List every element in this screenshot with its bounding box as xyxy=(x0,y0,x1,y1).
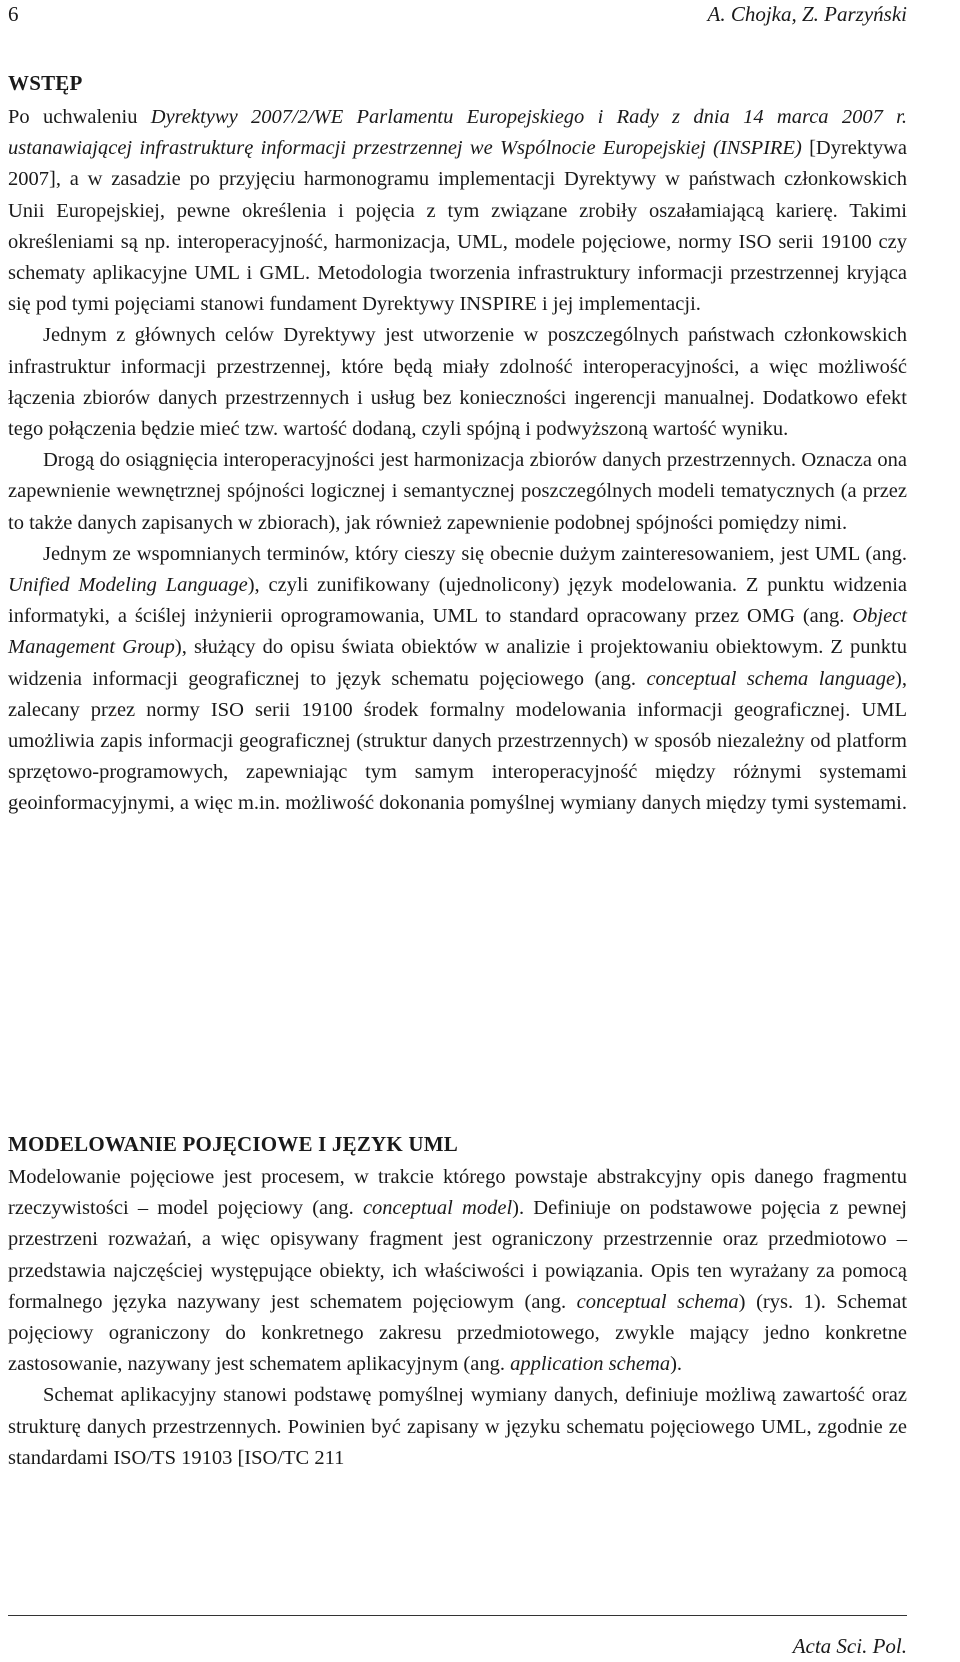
footer-rule xyxy=(8,1615,907,1616)
body-paragraph xyxy=(8,102,907,320)
body-paragraph xyxy=(8,445,907,539)
italic-term: conceptual model xyxy=(362,1197,513,1220)
journal-footer: Acta Sci. Pol. xyxy=(792,1634,907,1658)
text-run: ). xyxy=(670,1353,683,1376)
italic-term: conceptual schema xyxy=(576,1290,739,1313)
section-body-intro xyxy=(8,102,907,820)
text-run: Jednym z głównych celów Dyrektywy jest utworzenie w poszczególnych państwach członkowskich infrastruktur informacji przestrzennej, które będą miały zdolność interoperacyjności, a więc możliwość łączenia zbiorów danych przestrzennych i usług bez konieczności ingerencji manualnej. Dodatkowo efekt tego połączenia będzie mieć tzw. wartość dodaną, czyli spójną i podwyższoną wartość wyniku. xyxy=(8,324,907,441)
text-run: ), czyli zunifikowany (ujednolicony) język modelowania. Z punktu widzenia informatyki, a ściślej inżynierii oprogramowania, UML to standard opracowany przez OMG (ang. xyxy=(8,574,907,628)
text-run: ). Definiuje on podstawowe pojęcia z pewnej przestrzeni rozważań, a więc opisywany fragment jest ograniczony przestrzennie oraz przedmiotowo – przedstawia najczęściej występujące obiekty, ich właściwości i powiązania. Opis ten wyrażany za pomocą formalnego języka nazywany jest schematem pojęciowym (ang. xyxy=(8,1197,907,1313)
body-paragraph xyxy=(8,1162,907,1380)
italic-term: conceptual schema language xyxy=(646,667,896,690)
text-run: Modelowanie pojęciowe jest procesem, w trakcie którego powstaje abstrakcyjny opis danego fragmentu rzeczywistości – model pojęciowy (ang. xyxy=(8,1166,907,1220)
section-heading-uml: MODELOWANIE POJĘCIOWE I JĘZYK UML xyxy=(8,1132,458,1156)
italic-term: application schema xyxy=(510,1353,671,1376)
italic-term: Unified Modeling Language xyxy=(8,574,248,597)
italic-term: Object Management Group xyxy=(8,605,907,659)
section-body-uml xyxy=(8,1162,907,1474)
text-run: ), zalecany przez normy ISO serii 19100 środek formalny modelowania informacji geograficznej. UML umożliwia zapis informacji geograficznej (struktur danych przestrzennych) w sposób niezależny od platform sprzętowo-programowych, zapewniając tym samym interoperacyjność między różnymi systemami geoinformacyjnymi, a więc m.in. możliwość dokonania pomyślnej wymiany danych między tymi systemami. xyxy=(8,667,907,815)
body-paragraph xyxy=(8,539,907,820)
text-run: Po uchwaleniu xyxy=(8,106,151,128)
running-authors: A. Chojka, Z. Parzyński xyxy=(707,2,907,26)
body-paragraph xyxy=(8,320,907,445)
page-number: 6 xyxy=(8,2,19,26)
text-run: ) (rys. 1). Schemat pojęciowy ograniczony do konkretnego zakresu przedmiotowego, zwykle mający jedno konkretne zastosowanie, nazywany jest schematem aplikacyjnym (ang. xyxy=(8,1290,908,1376)
text-run: Jednym ze wspomnianych terminów, który cieszy się obecnie dużym zainteresowaniem, jest UML (ang. xyxy=(43,542,907,565)
text-run: [Dyrektywa 2007], a w zasadzie po przyjęciu harmonogramu implementacji Dyrektywy w państwach członkowskich Unii Europejskiej, pewne określenia i pojęcia z tym związane zrobiły oszałamiającą karierę. Takimi określeniami są np. interoperacyjność, harmonizacja, UML, modele pojęciowe, normy ISO serii 19100 czy schematy aplikacyjne UML i GML. Metodologia tworzenia infrastruktury informacji przestrzennej kryjąca się pod tymi pojęciami stanowi fundament Dyrektywy INSPIRE i jej implementacji. xyxy=(8,137,908,316)
italic-term: Dyrektywy 2007/2/WE Parlamentu Europejskiego i Rady z dnia 14 marca 2007 r. ustanawiającej infrastrukturę informacji przestrzennej we Wspólnocie Europejskiej (INSPIRE) xyxy=(8,106,907,160)
running-header xyxy=(8,2,907,32)
text-run: ), służący do opisu świata obiektów w analizie i projektowaniu obiektowym. Z punktu widzenia informacji geograficznej to język schematu pojęciowego (ang. xyxy=(8,636,908,690)
body-paragraph xyxy=(8,1380,907,1474)
text-run: Schemat aplikacyjny stanowi podstawę pomyślnej wymiany danych, definiuje możliwą zawartość oraz strukturę danych przestrzennych. Powinien być zapisany w języku schematu pojęciowego UML, zgodnie ze standardami ISO/TS 19103 [ISO/TC 211 xyxy=(8,1384,907,1469)
section-heading-intro: WSTĘP xyxy=(8,71,83,95)
text-run: Drogą do osiągnięcia interoperacyjności jest harmonizacja zbiorów danych przestrzennych. Oznacza ona zapewnienie wewnętrznej spójności logicznej i semantycznej poszczególnych modeli tematycznych (a przez to także danych zapisanych w zbiorach), jak również zapewnienie podobnej spójności pomiędzy nimi. xyxy=(8,449,907,534)
